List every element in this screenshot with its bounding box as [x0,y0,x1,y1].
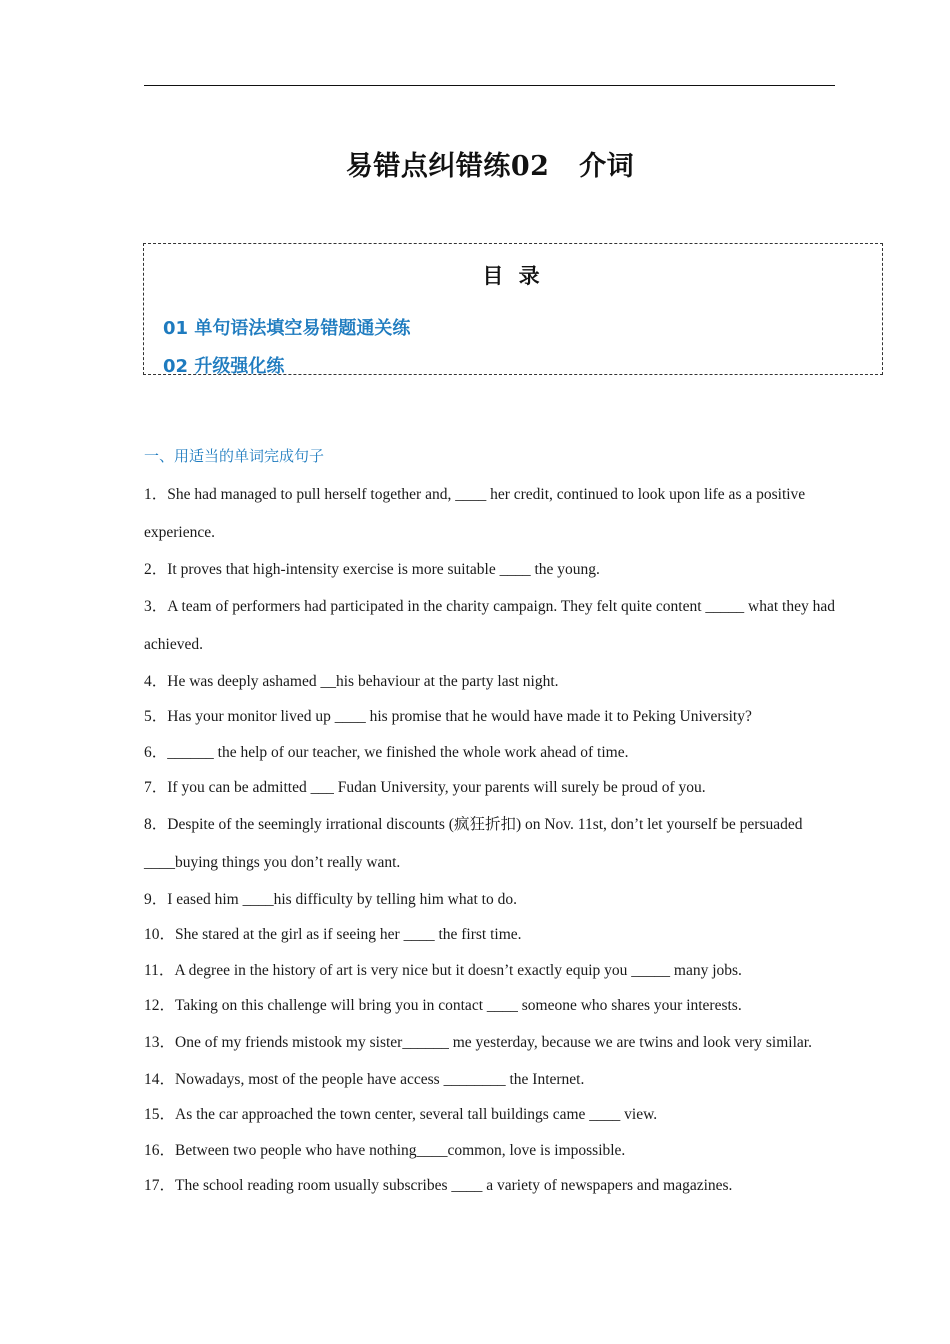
question-text: One of my friends mistook my sister______ me yesterday, because we are twins and look very similar. [175,1033,812,1051]
question-number: 13． [144,1033,176,1051]
question-number: 6． [144,743,168,761]
question-number: 14． [144,1070,176,1088]
question-number: 1． [144,486,168,503]
question-number: 4． [144,672,168,690]
question-17 [144,1168,844,1204]
question-9 [144,882,844,918]
question-number: 9． [144,890,168,908]
question-7 [144,770,844,806]
question-number: 16． [144,1141,176,1159]
question-list [144,476,844,1204]
question-text: A degree in the history of art is very nice but it doesn’t exactly equip you _____ many jobs. [174,961,742,979]
question-number: 17． [144,1177,176,1194]
document-title: 易错点纠错练02 介词 [345,151,635,182]
question-6 [144,735,844,771]
question-12 [144,988,844,1024]
table-of-contents [143,243,883,375]
question-text: Between two people who have nothing____common, love is impossible. [175,1141,626,1159]
question-text: I eased him ____his difficulty by telling him what to do. [167,890,517,908]
question-text: Has your monitor lived up ____ his promise that he would have made it to Peking University? [167,708,752,725]
question-text: ______ the help of our teacher, we finished the whole work ahead of time. [167,743,629,761]
question-5 [144,699,844,735]
question-4 [144,664,844,700]
question-number: 11． [144,961,175,979]
question-text: She had managed to pull herself together and, ____ her credit, continued to look upon life as a positive experience. [144,486,806,541]
question-10 [144,917,844,953]
question-text: He was deeply ashamed __his behaviour at the party last night. [167,672,559,690]
question-number: 15． [144,1106,176,1123]
question-text: Despite of the seemingly irrational discounts (疯狂折扣) on Nov. 11st, don’t let yourself be persuaded ____buying things you don’t really want. [144,815,803,871]
question-8 [144,806,844,882]
header-rule [144,85,835,86]
question-text: She stared at the girl as if seeing her ____ the first time. [175,926,522,943]
question-text: Taking on this challenge will bring you in contact ____ someone who shares your interests. [175,997,742,1014]
question-text: The school reading room usually subscribes ____ a variety of newspapers and magazines. [175,1177,733,1194]
question-number: 5． [144,708,168,725]
question-text: It proves that high-intensity exercise is more suitable ____ the young. [167,561,600,578]
toc-item-single-sentence-grammar[interactable]: 01 单句语法填空易错题通关练 [163,318,411,339]
section-heading: 一、用适当的单词完成句子 [144,447,325,465]
question-number: 10． [144,926,176,943]
question-text: If you can be admitted ___ Fudan University, your parents will surely be proud of you. [167,779,706,796]
question-11 [144,953,844,989]
question-number: 3． [144,597,168,615]
question-number: 8． [144,815,168,833]
question-number: 2． [144,561,168,578]
question-14 [144,1062,844,1098]
question-15 [144,1097,844,1133]
toc-item-upgrade-practice[interactable]: 02 升级强化练 [163,356,285,377]
question-text: As the car approached the town center, several tall buildings came ____ view. [175,1106,658,1123]
question-2 [144,552,844,588]
question-number: 12． [144,997,176,1014]
question-text: Nowadays, most of the people have access ________ the Internet. [175,1070,585,1088]
question-text: A team of performers had participated in the charity campaign. They felt quite content _____ what they had achieved. [144,597,835,653]
question-number: 7． [144,779,168,796]
question-3 [144,588,844,664]
question-13 [144,1024,844,1062]
question-16 [144,1133,844,1169]
question-1 [144,476,844,552]
toc-heading: 目 录 [482,264,544,288]
